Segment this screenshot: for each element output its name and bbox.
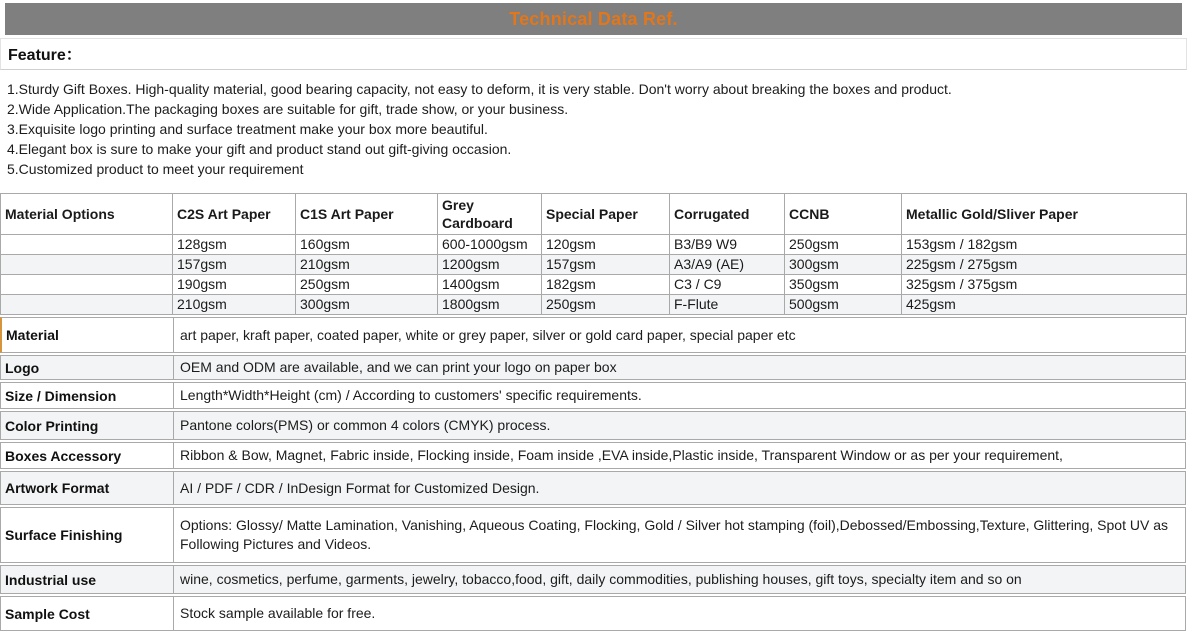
table-cell: 425gsm [902,295,1187,315]
table-header-row [1,194,1187,235]
spec-row-boxes-accessory [0,442,1186,469]
table-cell: 250gsm [542,295,670,315]
feature-item: 2.Wide Application.The packaging boxes are suitable for gift, trade show, or your business. [7,101,569,117]
spec-label: Sample Cost [5,605,90,622]
column-header: Special Paper [542,194,670,235]
table-cell: 350gsm [785,275,902,295]
feature-heading: Feature： [8,47,82,64]
spec-row-industrial-use [0,565,1186,594]
table-cell: 128gsm [173,235,296,255]
table-cell: A3/A9 (AE) [670,255,785,275]
table-cell: 157gsm [173,255,296,275]
spec-label: Logo [5,359,40,376]
spec-label: Artwork Format [5,480,110,496]
spec-label: Surface Finishing [5,527,123,543]
table-cell: 325gsm / 375gsm [902,275,1187,295]
feature-item: 3.Exquisite logo printing and surface treatment make your box more beautiful. [7,121,488,137]
feature-item: 5.Customized product to meet your requirement [7,161,304,177]
table-cell: 300gsm [296,295,438,315]
column-header: Material Options [1,194,173,235]
table-cell [1,255,173,275]
table-cell: 500gsm [785,295,902,315]
table-cell: 300gsm [785,255,902,275]
table-cell [1,295,173,315]
table-cell: 1800gsm [438,295,542,315]
table-cell: 1400gsm [438,275,542,295]
table-cell: 600-1000gsm [438,235,542,255]
spec-label: Size / Dimension [5,387,117,404]
table-row [1,255,1187,275]
table-cell: 210gsm [296,255,438,275]
spec-value: Length*Width*Height (cm) / According to customers' specific requirements. [173,383,1185,408]
spec-value: art paper, kraft paper, coated paper, white or grey paper, silver or gold card paper, special paper etc [173,318,1185,352]
spec-row-size-dimension [0,382,1186,409]
table-cell: C3 / C9 [670,275,785,295]
spec-value: wine, cosmetics, perfume, garments, jewelry, tobacco,food, gift, daily commodities, publishing houses, gift toys, specialty item and so on [173,566,1185,593]
table-cell [1,235,173,255]
table-cell: B3/B9 W9 [670,235,785,255]
table-cell [1,275,173,295]
table-row [1,295,1187,315]
spec-value: OEM and ODM are available, and we can print your logo on paper box [173,356,1185,379]
spec-row-surface-finishing [0,507,1186,563]
material-options-table [0,193,1187,315]
spec-value: Stock sample available for free. [173,597,1185,630]
spec-label: Industrial use [5,571,97,588]
table-cell: 160gsm [296,235,438,255]
column-header: CCNB [785,194,902,235]
table-cell: 153gsm / 182gsm [902,235,1187,255]
table-cell: 120gsm [542,235,670,255]
feature-list [0,70,1187,189]
table-cell: 190gsm [173,275,296,295]
spec-value: Pantone colors(PMS) or common 4 colors (CMYK) process. [173,412,1185,439]
page-title: Technical Data Ref. [509,8,678,29]
spec-value: Options: Glossy/ Matte Lamination, Vanishing, Aqueous Coating, Flocking, Gold / Silver hot stamping (foil),Debossed/Embossing,Texture, Glittering, Spot UV as Following Pictures and Videos. [173,508,1185,562]
column-header: C2S Art Paper [173,194,296,235]
table-cell: 225gsm / 275gsm [902,255,1187,275]
table-cell: 210gsm [173,295,296,315]
title-bar [5,3,1182,35]
spec-row-artwork-format [0,471,1186,505]
column-header: Metallic Gold/Sliver Paper [902,194,1187,235]
feature-heading-band [0,38,1187,70]
spec-section [0,317,1187,631]
spec-label: Color Printing [5,417,99,434]
feature-item: 4.Elegant box is sure to make your gift and product stand out gift-giving occasion. [7,141,512,157]
spec-label: Boxes Accessory [5,447,122,464]
table-cell: 250gsm [785,235,902,255]
table-cell: 182gsm [542,275,670,295]
table-row [1,235,1187,255]
table-cell: F-Flute [670,295,785,315]
table-cell: 157gsm [542,255,670,275]
material-options-header [1,194,1187,235]
spec-row-logo [0,355,1186,380]
column-header: C1S Art Paper [296,194,438,235]
table-row [1,275,1187,295]
spec-row-material [0,317,1186,353]
spec-row-color-printing [0,411,1186,440]
material-options-body [1,235,1187,315]
spec-value: Ribbon & Bow, Magnet, Fabric inside, Flocking inside, Foam inside ,EVA inside,Plastic inside, Transparent Window or as per your requirement, [173,443,1185,468]
table-cell: 1200gsm [438,255,542,275]
spec-row-sample-cost [0,596,1186,631]
feature-item: 1.Sturdy Gift Boxes. High-quality material, good bearing capacity, not easy to deform, it is very stable. Don't worry about breaking the boxes and product. [7,81,952,97]
spec-label: Material [6,327,59,343]
column-header: Grey Cardboard [438,194,542,235]
spec-value: AI / PDF / CDR / InDesign Format for Customized Design. [173,472,1185,504]
column-header: Corrugated [670,194,785,235]
table-cell: 250gsm [296,275,438,295]
